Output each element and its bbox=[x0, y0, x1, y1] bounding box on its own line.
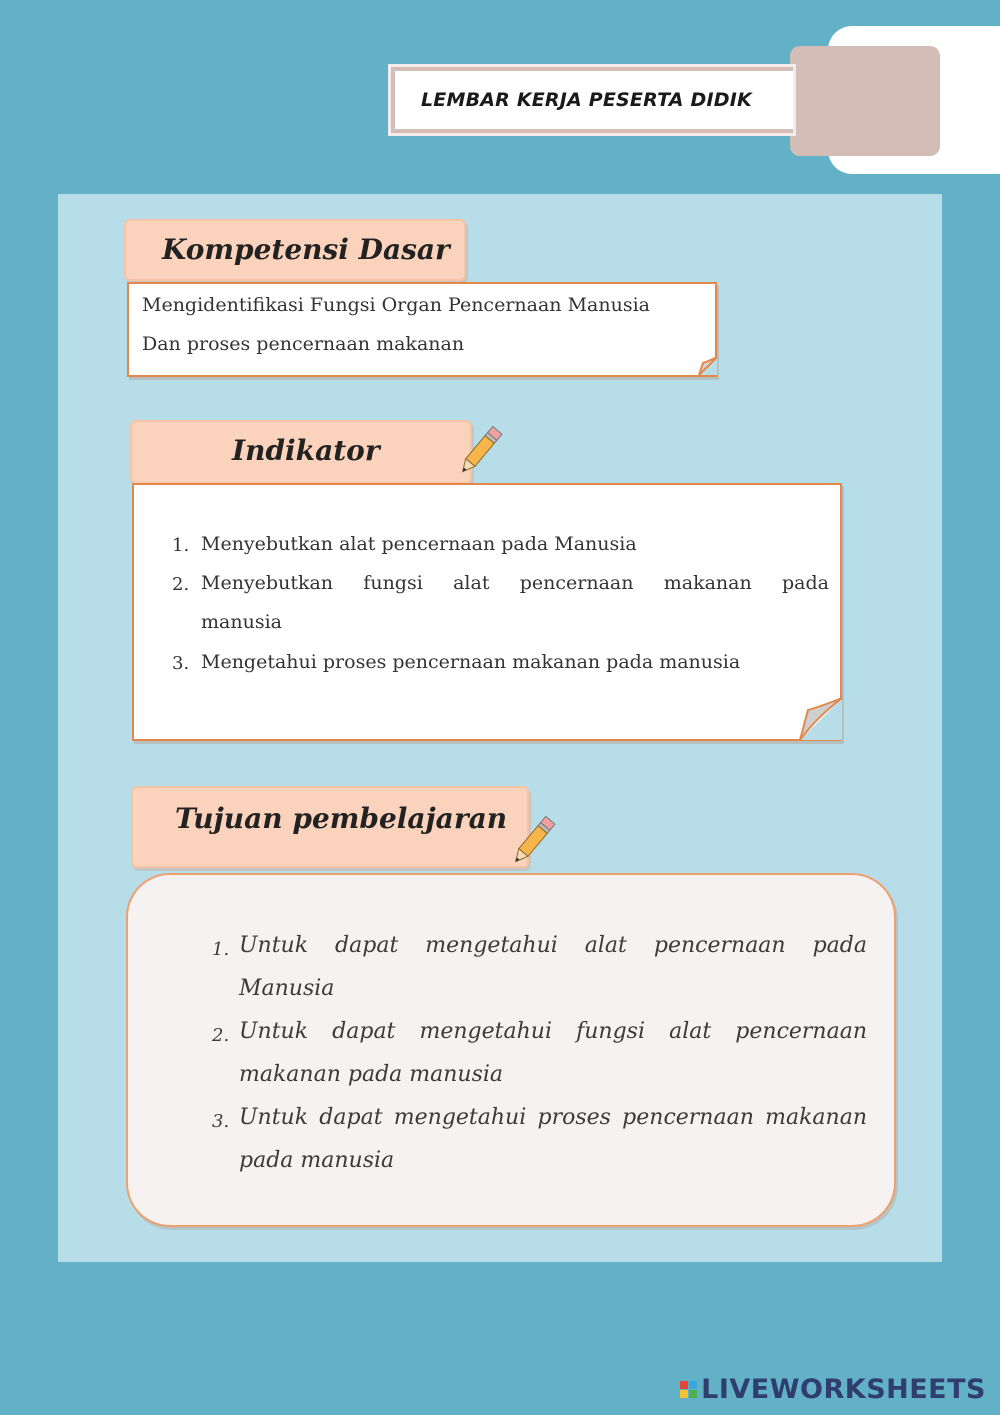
liveworksheets-logo[interactable] bbox=[680, 1374, 986, 1405]
liveworksheets-brand: LIVEWORKSHEETS bbox=[701, 1374, 986, 1405]
liveworksheets-logo-icon bbox=[680, 1381, 697, 1398]
indikator-item-2-num: 2. bbox=[172, 574, 190, 595]
tujuan-item-3-line-2: pada manusia bbox=[239, 1148, 395, 1173]
indikator-item-1-num: 1. bbox=[172, 535, 190, 556]
title-banner bbox=[388, 64, 796, 136]
tujuan-box bbox=[126, 873, 896, 1227]
kompetensi-heading-tab bbox=[124, 219, 466, 281]
indikator-item-3-line-1: Mengetahui proses pencernaan makanan pada manusia bbox=[201, 651, 741, 673]
tujuan-item-3-line-1: Untuk dapat mengetahui proses pencernaan makanan bbox=[239, 1105, 867, 1130]
indikator-heading: Indikator bbox=[232, 434, 380, 467]
tujuan-item-1-line-2: Manusia bbox=[239, 976, 335, 1001]
pencil-icon bbox=[452, 420, 508, 482]
kompetensi-line-2: Dan proses pencernaan makanan bbox=[142, 333, 465, 355]
kompetensi-box bbox=[127, 282, 717, 377]
indikator-heading-tab bbox=[130, 420, 472, 484]
tujuan-item-2-num: 2. bbox=[212, 1025, 230, 1046]
indikator-box bbox=[132, 483, 842, 741]
indikator-item-2-line-2: manusia bbox=[201, 611, 282, 633]
header-tab-rose bbox=[790, 46, 940, 156]
tujuan-item-1-line-1: Untuk dapat mengetahui alat pencernaan pada bbox=[239, 933, 867, 958]
kompetensi-heading: Kompetensi Dasar bbox=[162, 233, 450, 266]
indikator-item-2-line-1: Menyebutkan fungsi alat pencernaan makanan pada bbox=[201, 572, 829, 594]
indikator-item-3-num: 3. bbox=[172, 653, 190, 674]
tujuan-item-2-line-2: makanan pada manusia bbox=[239, 1062, 504, 1087]
tujuan-heading: Tujuan pembelajaran bbox=[175, 802, 508, 835]
indikator-item-1-line-1: Menyebutkan alat pencernaan pada Manusia bbox=[201, 533, 637, 555]
page-curl-icon bbox=[798, 696, 844, 742]
page-title: LEMBAR KERJA PESERTA DIDIK bbox=[395, 71, 793, 129]
pencil-icon bbox=[505, 810, 561, 872]
tujuan-item-1-num: 1. bbox=[212, 939, 230, 960]
tujuan-heading-tab bbox=[131, 786, 529, 868]
tujuan-item-3-num: 3. bbox=[212, 1111, 230, 1132]
page-curl-icon bbox=[697, 355, 719, 377]
tujuan-item-2-line-1: Untuk dapat mengetahui fungsi alat pencernaan bbox=[239, 1019, 867, 1044]
kompetensi-line-1: Mengidentifikasi Fungsi Organ Pencernaan Manusia bbox=[142, 294, 650, 316]
